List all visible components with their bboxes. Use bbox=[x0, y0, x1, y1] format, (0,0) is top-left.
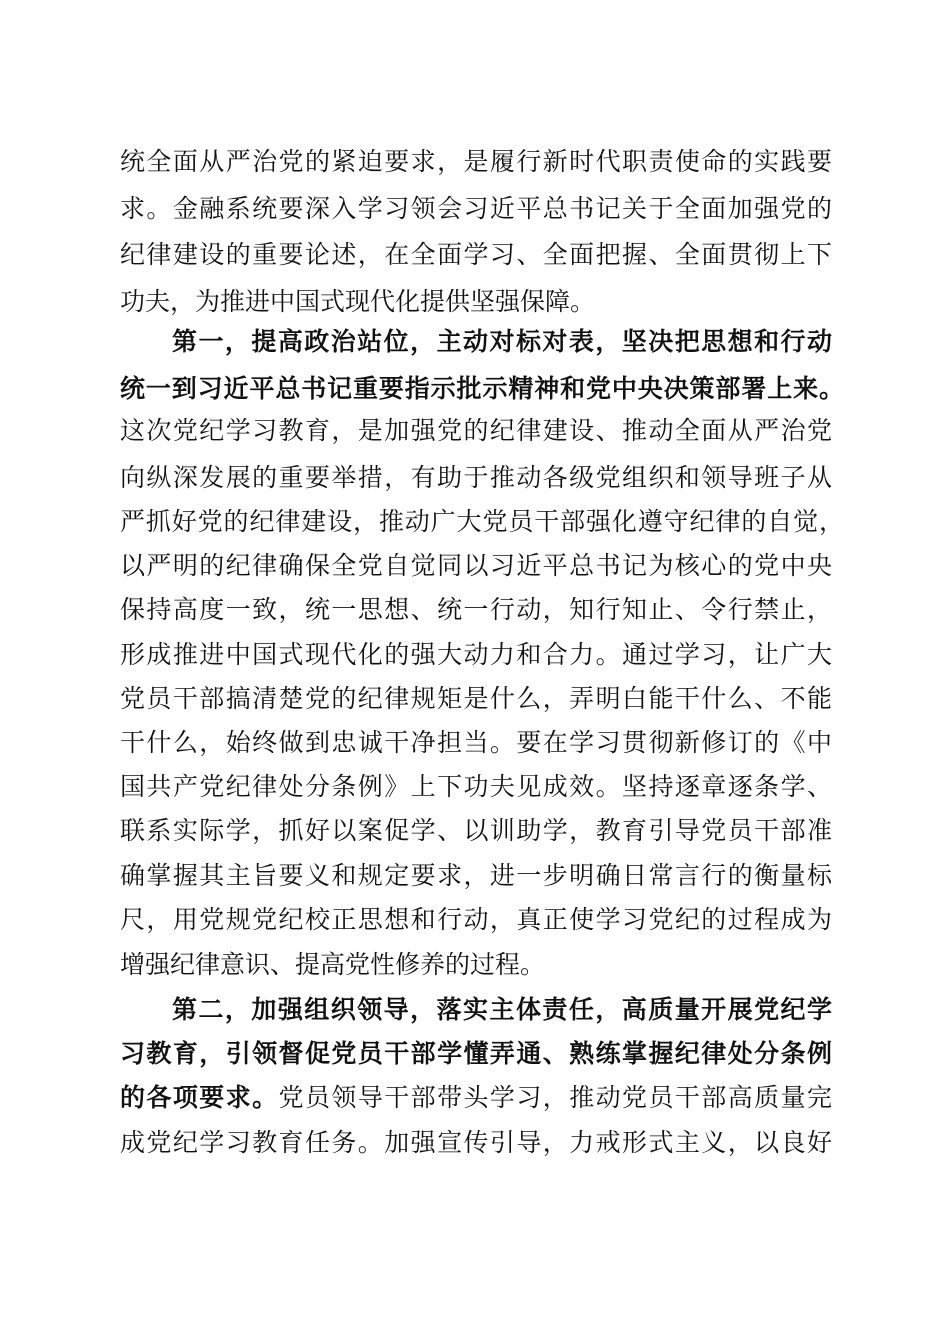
text-segment: 成党纪学习教育任务。加强宣传引导，力戒形式主义，以良好 bbox=[120, 1128, 832, 1157]
text-segment: 联系实际学，抓好以案促学、以训助学，教育引导党员干部准 bbox=[120, 816, 832, 845]
text-line bbox=[120, 679, 832, 719]
text-line bbox=[120, 411, 832, 451]
heading-line bbox=[172, 990, 832, 1030]
text-segment: 习教育，引领督促党员干部学懂弄通、熟练掌握纪律处分条例 bbox=[120, 1039, 832, 1068]
text-line bbox=[120, 189, 832, 229]
text-segment: 干什么，始终做到忠诚干净担当。要在学习贯彻新修订的《中 bbox=[120, 728, 832, 757]
text-line bbox=[120, 767, 832, 807]
text-segment: 统一到习近平总书记重要指示批示精神和党中央决策部署上来。 bbox=[120, 374, 844, 403]
text-line bbox=[120, 1078, 832, 1118]
text-line bbox=[120, 235, 832, 275]
text-line bbox=[120, 635, 832, 675]
text-line bbox=[120, 590, 832, 630]
text-segment: 以严明的纪律确保全党自觉同以习近平总书记为核心的党中央 bbox=[120, 551, 832, 580]
text-segment: 求。金融系统要深入学习领会习近平总书记关于全面加强党的 bbox=[120, 194, 832, 223]
text-segment: 国共产党纪律处分条例》上下功夫见成效。坚持逐章逐条学、 bbox=[120, 772, 832, 801]
text-line bbox=[120, 546, 832, 586]
text-line bbox=[120, 811, 832, 851]
text-line bbox=[120, 282, 832, 322]
text-line bbox=[120, 723, 832, 763]
text-line bbox=[120, 900, 832, 940]
text-segment: 严抓好党的纪律建设，推动广大党员干部强化遵守纪律的自觉， bbox=[120, 507, 844, 536]
text-segment: 第一，提高政治站位，主动对标对表，坚决把思想和行动 bbox=[172, 327, 832, 356]
text-segment: 纪律建设的重要论述，在全面学习、全面把握、全面贯彻上下 bbox=[120, 240, 832, 269]
text-segment: 统全面从严治党的紧迫要求，是履行新时代职责使命的实践要 bbox=[120, 147, 832, 176]
text-line bbox=[120, 1123, 832, 1163]
text-line bbox=[120, 458, 832, 498]
text-segment: 保持高度一致，统一思想、统一行动，知行知止、令行禁止， bbox=[120, 595, 832, 624]
text-segment: 向纵深发展的重要举措，有助于推动各级党组织和领导班子从 bbox=[120, 463, 832, 492]
text-segment: 增强纪律意识、提高党性修养的过程。 bbox=[120, 950, 546, 979]
text-segment: 这次党纪学习教育，是加强党的纪律建设、推动全面从严治党 bbox=[120, 416, 832, 445]
text-segment: 党员干部搞清楚党的纪律规矩是什么，弄明白能干什么、不能 bbox=[120, 684, 832, 713]
text-line bbox=[120, 945, 832, 985]
text-segment: 功夫，为推进中国式现代化提供坚强保障。 bbox=[120, 287, 596, 316]
text-segment: 尺，用党规党纪校正思想和行动，真正使学习党纪的过程成为 bbox=[120, 905, 832, 934]
text-line bbox=[120, 142, 832, 182]
heading-line bbox=[172, 322, 832, 362]
text-segment: 形成推进中国式现代化的强大动力和合力。通过学习，让广大 bbox=[120, 640, 832, 669]
text-segment: 党员领导干部带头学习，推动党员干部高质量完 bbox=[278, 1083, 832, 1112]
text-segment-bold: 的各项要求。 bbox=[120, 1083, 279, 1112]
heading-line bbox=[120, 369, 844, 409]
text-line bbox=[120, 502, 844, 542]
text-line bbox=[120, 856, 832, 896]
text-segment: 确掌握其主旨要义和规定要求，进一步明确日常言行的衡量标 bbox=[120, 861, 832, 890]
heading-line bbox=[120, 1034, 832, 1074]
text-segment: 第二，加强组织领导，落实主体责任，高质量开展党纪学 bbox=[172, 995, 832, 1024]
